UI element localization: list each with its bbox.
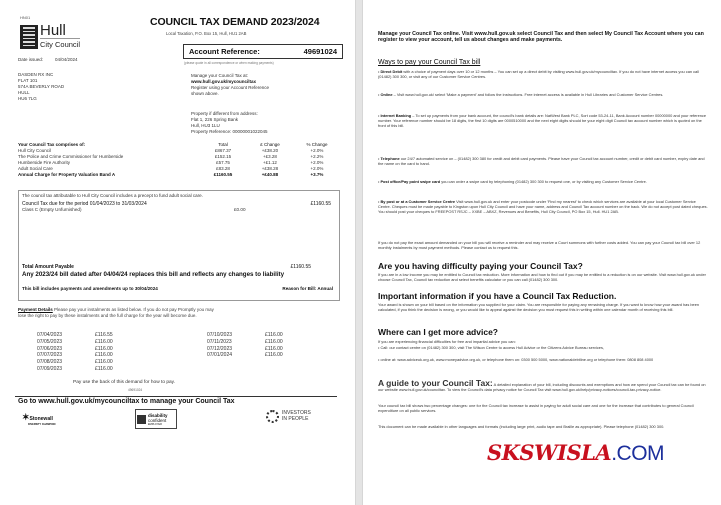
account-reference-label: Account Reference: <box>189 47 260 56</box>
way-text: – To set up payments from your bank account, the council's bank details are: NatWest Bank PLC, Sort code 53-24-11, Bank Account number 00000000 and your reference number. Your reference number should be 18 digits, the first 10 digits are 0000510000 and the next eight digits should be your eight digit Council tax account number which is quoted on the front of this bill. <box>378 113 707 129</box>
way-title: Internet Banking <box>380 113 412 118</box>
guide-heading: A guide to your Council Tax: <box>378 378 493 388</box>
account-reference-note: (please quote in all correspondence or when making payments) <box>184 61 274 65</box>
charges-table <box>18 142 340 178</box>
cell: +2.0% <box>310 160 324 165</box>
way-text: Visit www.hull.gov.uk and enter your postcode under 'Find my nearest' to check which services are available at your local Customer Service Centre. Cheques must be made payable to Kingston upon Hull City Council and have your name, address and Council Tax account number on the back. We do not accept post dated cheques. You should post your cheques to FREEPOST RSJC – XXBE – ABXZ, Revenues and Benefits, Hull City Council, PO Box 15, Hull. HU1 2AB. <box>378 199 708 215</box>
investors-in-people-logo <box>266 410 311 423</box>
cell: +£1.12 <box>263 160 277 165</box>
bill-includes-row <box>22 286 333 291</box>
manage-url-link[interactable]: www.hull.gov.uk/mycounciltax <box>191 79 257 84</box>
instalment-amount: £116.00 <box>265 345 283 352</box>
way-title: Online <box>380 92 393 97</box>
instalment-amount: £116.00 <box>95 352 113 359</box>
total-label: Total Amount Payable <box>22 264 74 270</box>
manage-line: shown above. <box>191 91 219 96</box>
precept-note: The council tax attributable to Hull City Council includes a precept to fund adult social care. <box>22 193 203 198</box>
iip-text: INVESTORS <box>282 410 311 416</box>
instalment-amount: £116.00 <box>95 365 113 372</box>
property-label: Property if different from address: <box>191 111 258 116</box>
way-telephone: • Telephone our 24/7 automated service on – (01482) 300 380 for credit and debit card payments. Please have your Council tax account number, credit or debit card number, expiry date and the name on the card to hand. <box>378 156 705 167</box>
logo-name: Hull <box>40 22 66 39</box>
instalment-row <box>207 332 283 339</box>
advice-intro: If you are experiencing financial difficulties for free and impartial advice you can: <box>378 339 516 344</box>
instalment-amount: £116.00 <box>95 338 113 345</box>
guide-text-3: This document can be made available in other languages and formats (including large print, audio tape and Braille as appropriate). Please telephone (01482) 300 300. <box>378 424 665 429</box>
instalment-row <box>37 332 113 339</box>
way-title: By post or at a Customer Service Centre <box>380 199 456 204</box>
cell: +£3.28 <box>263 154 277 159</box>
property-reference: Property Reference: 00000001022045 <box>191 129 268 134</box>
class-row <box>22 207 336 212</box>
cell: £152.15 <box>214 154 232 159</box>
way-text: our 24/7 automated service on – (01482) 300 380 for credit and debit card payments. Please have your Council tax account number, credit or debit card number, expiry date and the name on the card to hand. <box>378 156 705 167</box>
way-direct-debit: • Direct Debit with a choice of payment days over 10 or 12 months – You can set up a direct debit by visiting www.hull.gov.uk/mycounciltax. If you do not have internet access you can call (01482) 300 300, or visit any of our Customer Service Centres. <box>378 69 699 80</box>
way-online: • Online – Visit www.hull.gov.uk/ select 'Make a payment' and follow the instructions. Free internet access is available in Hull Libraries and Customer Service Centres. <box>378 92 664 97</box>
cell: Hull City Council <box>18 148 52 153</box>
instalment-date: 07/11/2023 <box>207 338 232 345</box>
cell: +2.0% <box>310 148 324 153</box>
way-post-office: • Post office/Pay point swipe card you can order a swipe card by telephoning (01482) 300 300 to request one, or by visiting any Customer Service Centre. <box>378 179 647 184</box>
header-cell: Total <box>218 142 228 147</box>
cell: +2.0% <box>310 166 324 171</box>
dc-text: EMPLOYER <box>148 422 162 426</box>
dc-text: confident <box>148 417 167 423</box>
total-row <box>22 264 331 270</box>
date-issued <box>18 57 78 63</box>
advice-heading: Where can I get more advice? <box>378 327 498 337</box>
cell: £1160.55 <box>213 172 233 177</box>
payment-details-heading: Payment Details <box>18 307 53 312</box>
guide-text: A detailed explanation of your bill, including discounts and exemptions and how we spend your Council tax can be found on our website www.hull.gov.uk/counciltax. To view the Council's data privacy notice for Council Tax visit www.hull.gov.uk/help/privacy-notices/council-tax-privacy-notice. <box>378 382 706 393</box>
manage-line: Register using your Account Reference <box>191 85 270 90</box>
header-cell: £ Change <box>260 142 280 147</box>
footer-reference: 49691024 <box>128 388 143 392</box>
guide-section <box>378 378 708 393</box>
address-line: HU6 7LG <box>18 96 37 101</box>
instalment-date: 07/01/2024 <box>207 352 233 359</box>
instalment-date: 07/04/2023 <box>37 332 63 338</box>
iip-ring-icon <box>266 410 279 423</box>
annual-charge-row <box>18 172 340 178</box>
cell: +2.2% <box>310 154 324 159</box>
page-title: COUNCIL TAX DEMAND 2023/2024 <box>150 16 320 28</box>
demand-page-back <box>363 0 721 505</box>
instalment-date: 07/07/2023 <box>37 352 63 359</box>
watermark-part2: .COM <box>611 442 665 465</box>
online-intro: Manage your Council Tax online. Visit www.hull.gov.uk select Council Tax and then select My Council Tax Account where you can register to view your account, tell us about changes and make payments. <box>378 31 704 44</box>
recipient-address <box>18 72 64 102</box>
instalment-amount: £116.00 <box>265 332 283 338</box>
instalment-amount: £116.00 <box>95 359 113 366</box>
instalment-amount: £116.00 <box>265 352 283 359</box>
address-line: FLAT 101 <box>18 78 38 83</box>
due-label: Council Tax due for the period 01/04/2023 to 31/03/2024 <box>22 200 147 207</box>
property-details <box>191 111 268 135</box>
difficulty-text: If you are in a low income you may be entitled to Council tax reduction. More information and how to find out if you may be entitled to a reduction is on our website. Visit www.hull.gov.uk under choose Council Tax, Council tax reduction and select benefits calculator or you can call (01482) 300 300. <box>378 272 706 283</box>
pay-back-note: Pay use the back of this demand for how to pay. <box>73 380 176 385</box>
demand-page-front <box>0 0 355 505</box>
instalment-row <box>37 339 113 346</box>
instalment-row <box>207 346 283 353</box>
account-reference-value: 49691024 <box>303 47 337 56</box>
account-reference-box <box>183 44 343 59</box>
reduction-text: Your award is shown on your bill based on the information you supplied for your claim. You are responsible for paying any remaining charge. If you want to know how your award has been calculated, if you think the decision is wrong, or you would like to appeal against the decision you must request this in writing within one calendar month of receiving this bill. <box>378 302 700 313</box>
instalment-row <box>37 346 113 353</box>
difficulty-heading: Are you having difficulty paying your Council Tax? <box>378 261 583 271</box>
disability-confident-logo <box>135 409 177 429</box>
header-cell: Your Council Tax comprises of: <box>18 142 86 147</box>
instalment-amount: £116.00 <box>95 345 113 352</box>
instalment-date: 07/05/2023 <box>37 338 63 345</box>
office-address: Local Taxation, P.O. Box 15, Hull, HU1 2AB <box>166 31 247 36</box>
instalments-right <box>207 332 283 359</box>
instalment-date: 07/10/2023 <box>207 332 233 338</box>
reminder-text: If you do not pay the exact amount demanded on your bill you will receive a reminder and may receive a Court summons with further costs added. You can pay your Council tax bill over 12 monthly instalments by most payment methods. Please contact us to request this. <box>378 240 701 251</box>
replace-note: Any 2023/24 bill dated after 04/04/24 replaces this bill and reflects any changes to liability <box>22 271 285 278</box>
guide-text-2: Your council tax bill shows two percentage changes: one for the Council tax increase to assist in paying for adult social care and one for the increase that contributes to general Council expenditure on all public services. <box>378 403 694 414</box>
due-amount: £1160.55 <box>310 200 331 207</box>
cell: +3.7% <box>310 172 324 177</box>
cell: Humberside Fire Authority <box>18 160 71 165</box>
class-label: Class C (Empty Unfurnished) <box>22 206 82 212</box>
address-line: 574A BEVERLY ROAD <box>18 84 65 89</box>
way-internet-banking: • Internet Banking – To set up payments from your bank account, the council's bank details are: NatWest Bank PLC, Sort code 53-24-11, Bank Account number 00000000 and your reference number. Your reference number should be 18 digits, the first 10 digits are 0000510000 and the next eight digits should be your eight digit Council tax account number which is quoted on the front of this bill. <box>378 113 707 129</box>
logo-sub: City Council <box>40 40 81 49</box>
property-line: Flat 1, 226 Spring Bank <box>191 117 239 122</box>
hull-crest-icon <box>20 25 38 49</box>
watermark <box>487 440 664 466</box>
instalment-date: 07/09/2023 <box>37 365 63 372</box>
date-issued-label: Date issued: <box>18 57 44 62</box>
address-line: HULL <box>18 90 30 95</box>
advice-text: online at: www.adviceuk.org.uk, www.moneyadvice.org.uk, or telephone them on: 0300 500 5000, www.nationaldebtline.org or telephone them: 0808 808 4000 <box>380 357 654 362</box>
cell: £57.75 <box>216 160 230 165</box>
total-amount: £1160.55 <box>290 264 311 270</box>
way-text: with a choice of payment days over 10 or 12 months – You can set up a direct debit by visiting www.hull.gov.uk/mycounciltax. If you do not have internet access you can call (01482) 300 300, or visit any of our Customer Service Centres. <box>378 69 699 80</box>
includes-note: This bill includes payments and amendments up to 30/04/2024 <box>22 286 158 291</box>
way-title: Post office/Pay point swipe card <box>380 179 441 184</box>
cell: +£40.88 <box>261 172 279 177</box>
header-cell: % Change <box>306 142 328 147</box>
instalment-row <box>37 366 113 373</box>
payment-details-text: Please pay your instalments as listed below. If you do not pay Promptly you may lose the right to pay by these instalments and the full charge for the year will become due. <box>18 307 214 318</box>
class-amount: £0.00 <box>234 206 246 212</box>
divider <box>15 396 337 397</box>
instalment-row <box>37 352 113 359</box>
advice-item: • online at: www.adviceuk.org.uk, www.moneyadvice.org.uk, or telephone them on: 0300 500 5000, www.nationaldebtline.org or telephone them: 0808 808 4000 <box>378 357 654 362</box>
advice-text: Call: our contact centre on (01482) 300 300, visit The Wilson Centre to access Hull Advice or the Citizens Advice Bureau services, <box>380 345 604 350</box>
instalment-row <box>207 352 283 359</box>
reduction-heading: Important information if you have a Council Tax Reduction. <box>378 291 617 301</box>
instalment-amount: £116.00 <box>265 338 283 345</box>
ways-to-pay-heading: Ways to pay your Council Tax bill <box>378 59 481 66</box>
cell: Adult Social Care <box>18 166 53 171</box>
stonewall-sub: DIVERSITY CHAMPION <box>28 423 56 426</box>
cell: +£38.28 <box>261 166 279 171</box>
way-title: Direct Debit <box>380 69 403 74</box>
manage-online-banner: Go to www.hull.gov.uk/mycounciltax to manage your Council Tax <box>18 398 235 405</box>
way-text: – Visit www.hull.gov.uk/ select 'Make a payment' and follow the instructions. Free internet access is available in Hull Libraries and Customer Service Centres. <box>392 92 664 97</box>
iip-text: IN PEOPLE <box>282 415 309 422</box>
way-title: Telephone <box>380 156 400 161</box>
instalment-row <box>37 359 113 366</box>
instalment-date: 07/06/2023 <box>37 345 63 352</box>
manage-online <box>191 73 269 97</box>
top-code: HN01 <box>20 15 31 20</box>
instalments-left <box>37 332 113 373</box>
advice-item: • Call: our contact centre on (01482) 300 300, visit The Wilson Centre to access Hull Advice or the Citizens Advice Bureau services, <box>378 345 604 350</box>
instalment-date: 07/08/2023 <box>37 359 63 366</box>
instalment-date: 07/12/2023 <box>207 345 233 352</box>
stonewall-logo <box>22 412 55 426</box>
cell: Annual Charge for Property Valuation Band A <box>18 172 116 177</box>
watermark-part1: SKSWISLA <box>487 440 612 465</box>
hull-city-council-logo <box>20 24 80 49</box>
manage-line: Manage your Council Tax at: <box>191 73 248 78</box>
property-line: Hull, HU3 1LU <box>191 123 220 128</box>
dc-text: disability <box>148 412 168 418</box>
way-text: you can order a swipe card by telephoning (01482) 300 300 to request one, or by visiting any Customer Service Centre. <box>440 179 647 184</box>
cell: £867.37 <box>214 148 232 153</box>
address-line: DASDEN RX INC <box>18 72 54 77</box>
bill-summary-box <box>18 190 340 301</box>
payment-details <box>18 307 218 319</box>
bill-reason: Reason for Bill: Annual <box>282 286 333 291</box>
cell: The Police and Crime Commissioner for Humberside <box>18 154 124 159</box>
date-issued-value: 04/04/2024 <box>55 57 78 62</box>
instalment-amount: £116.55 <box>95 332 113 338</box>
stonewall-text: Stonewall <box>29 416 53 422</box>
instalment-row <box>207 339 283 346</box>
cell: £83.28 <box>216 166 230 171</box>
stonewall-star-icon: ✶ <box>22 412 30 422</box>
disability-confident-icon <box>137 415 146 424</box>
cell: +£38.20 <box>261 148 279 153</box>
page-gutter <box>355 0 363 505</box>
way-by-post: • By post or at a Customer Service Centre Visit www.hull.gov.uk and enter your postcode under 'Find my nearest' to check which services are available at your local Customer Service Centre. Cheques must be made payable to Kingston upon Hull City Council and have your name, address and Council Tax account number on the back. We do not accept post dated cheques. You should post your cheques to FREEPOST RSJC – XXBE – ABXZ, Revenues and Benefits, Hull City Council, PO Box 15, Hull. HU1 2AB. <box>378 199 708 215</box>
